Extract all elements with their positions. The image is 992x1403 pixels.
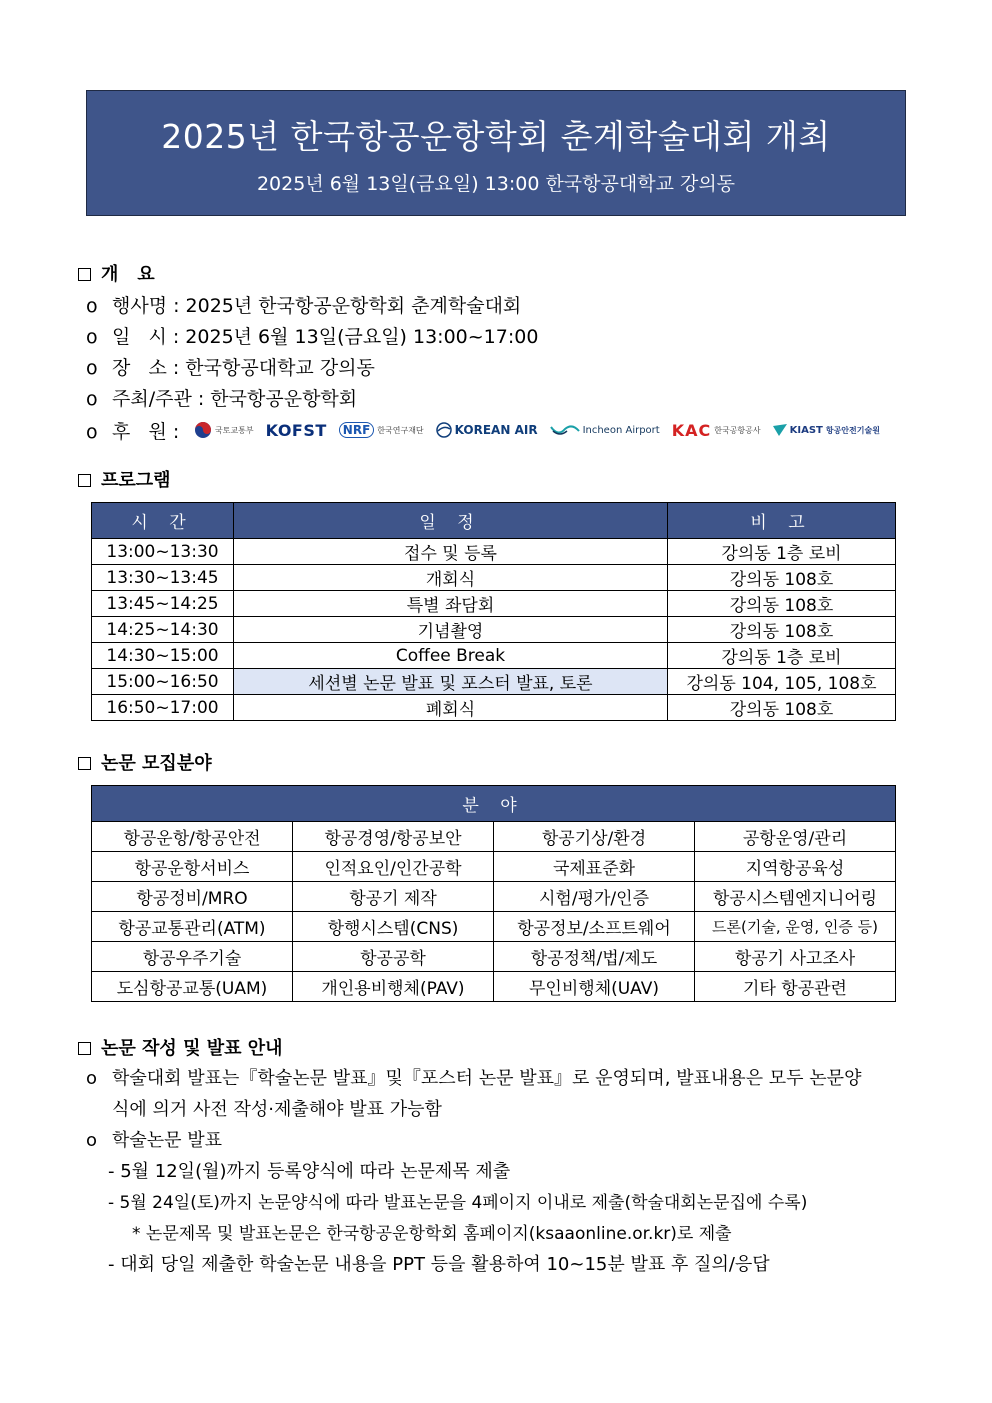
field-cell: 시험/평가/인증 bbox=[494, 882, 695, 912]
table-row bbox=[92, 882, 896, 912]
overview-item-sponsor bbox=[86, 417, 179, 444]
cell-schedule: 접수 및 등록 bbox=[234, 539, 668, 565]
cell-time: 13:00~13:30 bbox=[92, 539, 234, 565]
field-cell: 항공기 제작 bbox=[293, 882, 494, 912]
field-cell: 국제표준화 bbox=[494, 852, 695, 882]
incheon-wave-icon bbox=[550, 423, 580, 437]
kiast-logo bbox=[773, 424, 880, 436]
bullet-icon: ο bbox=[86, 421, 98, 443]
table-row bbox=[92, 912, 896, 942]
section-title: 개 요 bbox=[101, 264, 155, 285]
overview-item-place bbox=[86, 353, 375, 380]
table-row bbox=[92, 591, 896, 617]
cell-note: 강의동 108호 bbox=[668, 565, 896, 591]
kiast-mark: KIAST bbox=[789, 424, 823, 436]
nrf-mark: NRF bbox=[339, 422, 374, 438]
cell-schedule: Coffee Break bbox=[234, 643, 668, 669]
cell-time: 14:30~15:00 bbox=[92, 643, 234, 669]
page-title: 2025년 한국항공운항학회 춘계학술대회 개최 bbox=[161, 117, 831, 156]
guide-paragraph-1 bbox=[86, 1064, 861, 1090]
guide-sub-2: - 5월 24일(토)까지 논문양식에 따라 발표논문을 4페이지 이내로 제출(학술대회논문집에 수록) bbox=[108, 1193, 808, 1213]
section-title: 논문 모집분야 bbox=[101, 753, 212, 774]
table-row bbox=[92, 822, 896, 852]
kiast-wing-icon bbox=[773, 424, 787, 436]
guide-paragraph-2 bbox=[86, 1126, 222, 1152]
nrf-text: 한국연구재단 bbox=[377, 425, 424, 435]
overview-item-host bbox=[86, 384, 357, 411]
overview-text: 주최/주관 : 한국항공운항학회 bbox=[112, 388, 358, 410]
field-cell: 드론(기술, 운영, 인증 등) bbox=[695, 912, 896, 942]
kac-mark: KAC bbox=[671, 420, 712, 440]
kiast-text: 항공안전기술원 bbox=[825, 425, 880, 435]
field-cell: 항공우주기술 bbox=[92, 942, 293, 972]
guide-text: 학술논문 발표 bbox=[112, 1130, 223, 1151]
field-cell: 지역항공육성 bbox=[695, 852, 896, 882]
program-table bbox=[91, 502, 896, 721]
kofst-logo bbox=[266, 421, 327, 440]
cell-schedule: 폐회식 bbox=[234, 695, 668, 721]
table-row bbox=[92, 565, 896, 591]
checkbox-square-icon bbox=[78, 474, 91, 487]
checkbox-square-icon bbox=[78, 1042, 91, 1055]
header-schedule: 일 정 bbox=[234, 503, 668, 539]
bullet-icon: ο bbox=[86, 326, 98, 348]
field-cell: 항공공학 bbox=[293, 942, 494, 972]
cell-schedule: 개회식 bbox=[234, 565, 668, 591]
field-cell: 항공정책/법/제도 bbox=[494, 942, 695, 972]
field-cell: 인적요인/인간공학 bbox=[293, 852, 494, 882]
cell-time: 15:00~16:50 bbox=[92, 669, 234, 695]
table-row bbox=[92, 852, 896, 882]
overview-text: 장 소 : 한국항공대학교 강의동 bbox=[112, 357, 375, 379]
overview-text: 행사명 : 2025년 한국항공운항학회 춘계학술대회 bbox=[112, 295, 522, 317]
cell-time: 13:30~13:45 bbox=[92, 565, 234, 591]
overview-text: 일 시 : 2025년 6월 13일(금요일) 13:00~17:00 bbox=[112, 326, 539, 348]
guide-text: 식에 의거 사전 작성·제출해야 발표 가능함 bbox=[112, 1099, 442, 1120]
section-heading-guide bbox=[78, 1034, 283, 1060]
field-cell: 항공교통관리(ATM) bbox=[92, 912, 293, 942]
field-cell: 무인비행체(UAV) bbox=[494, 972, 695, 1002]
cell-schedule: 특별 좌담회 bbox=[234, 591, 668, 617]
fields-header-row bbox=[92, 786, 896, 822]
korean-air-symbol-icon bbox=[436, 422, 452, 438]
table-row bbox=[92, 617, 896, 643]
cell-note: 강의동 1층 로비 bbox=[668, 643, 896, 669]
page-subtitle: 2025년 6월 13일(금요일) 13:00 한국항공대학교 강의동 bbox=[256, 173, 736, 195]
field-cell: 개인용비행체(PAV) bbox=[293, 972, 494, 1002]
korean-air-logo bbox=[436, 422, 538, 438]
section-title: 논문 작성 및 발표 안내 bbox=[101, 1038, 283, 1059]
sponsor-logos bbox=[194, 417, 880, 443]
field-cell: 항공운항서비스 bbox=[92, 852, 293, 882]
cell-note: 강의동 108호 bbox=[668, 591, 896, 617]
table-row bbox=[92, 669, 896, 695]
section-heading-overview bbox=[78, 260, 155, 286]
molit-text: 국토교통부 bbox=[215, 425, 254, 435]
table-row bbox=[92, 643, 896, 669]
cell-note: 강의동 108호 bbox=[668, 695, 896, 721]
table-row bbox=[92, 942, 896, 972]
table-row bbox=[92, 695, 896, 721]
checkbox-square-icon bbox=[78, 268, 91, 281]
field-cell: 항공기상/환경 bbox=[494, 822, 695, 852]
kac-logo bbox=[672, 421, 761, 440]
incheon-airport-logo bbox=[550, 423, 660, 437]
header-note: 비 고 bbox=[668, 503, 896, 539]
section-heading-program bbox=[78, 466, 171, 492]
korean-air-text: KOREAN AIR bbox=[454, 423, 538, 437]
program-header-row bbox=[92, 503, 896, 539]
guide-note: * 논문제목 및 발표논문은 한국항공운항학회 홈페이지(ksaaonline.or.kr)로 제출 bbox=[132, 1224, 732, 1244]
molit-logo bbox=[194, 421, 254, 439]
bullet-icon: ο bbox=[86, 1068, 98, 1089]
fields-table bbox=[91, 785, 896, 1002]
guide-paragraph-1-cont bbox=[112, 1095, 442, 1121]
bullet-icon: ο bbox=[86, 295, 98, 317]
header-field: 분 야 bbox=[92, 786, 896, 822]
overview-item-date bbox=[86, 322, 538, 349]
field-cell: 항행시스템(CNS) bbox=[293, 912, 494, 942]
cell-note: 강의동 1층 로비 bbox=[668, 539, 896, 565]
section-heading-fields bbox=[78, 749, 212, 775]
taegeuk-icon bbox=[194, 421, 212, 439]
incheon-text: Incheon Airport bbox=[582, 424, 660, 436]
cell-time: 13:45~14:25 bbox=[92, 591, 234, 617]
title-banner bbox=[86, 90, 906, 216]
kac-text: 한국공항공사 bbox=[714, 425, 761, 435]
field-cell: 도심항공교통(UAM) bbox=[92, 972, 293, 1002]
section-title: 프로그램 bbox=[101, 470, 171, 491]
guide-sub-3: - 대회 당일 제출한 학술논문 내용을 PPT 등을 활용하여 10~15분 발표 후 질의/응답 bbox=[108, 1254, 770, 1275]
field-cell: 항공운항/항공안전 bbox=[92, 822, 293, 852]
field-cell: 항공정비/MRO bbox=[92, 882, 293, 912]
table-row bbox=[92, 972, 896, 1002]
field-cell: 항공정보/소프트웨어 bbox=[494, 912, 695, 942]
overview-item-name bbox=[86, 291, 521, 318]
guide-sub-1: - 5월 12일(월)까지 등록양식에 따라 논문제목 제출 bbox=[108, 1161, 511, 1182]
checkbox-square-icon bbox=[78, 757, 91, 770]
bullet-icon: ο bbox=[86, 357, 98, 379]
cell-schedule: 기념촬영 bbox=[234, 617, 668, 643]
sponsor-label: 후 원 : bbox=[112, 421, 180, 443]
nrf-logo bbox=[339, 422, 424, 438]
cell-schedule-highlighted: 세션별 논문 발표 및 포스터 발표, 토론 bbox=[234, 669, 668, 695]
header-time: 시 간 bbox=[92, 503, 234, 539]
cell-time: 16:50~17:00 bbox=[92, 695, 234, 721]
field-cell: 기타 항공관련 bbox=[695, 972, 896, 1002]
bullet-icon: ο bbox=[86, 388, 98, 410]
cell-note: 강의동 108호 bbox=[668, 617, 896, 643]
cell-time: 14:25~14:30 bbox=[92, 617, 234, 643]
kofst-text: KOFST bbox=[265, 420, 327, 440]
guide-text: 학술대회 발표는『학술논문 발표』및『포스터 논문 발표』로 운영되며, 발표내용은 모두 논문양 bbox=[112, 1068, 862, 1089]
field-cell: 항공시스템엔지니어링 bbox=[695, 882, 896, 912]
bullet-icon: ο bbox=[86, 1130, 98, 1151]
field-cell: 공항운영/관리 bbox=[695, 822, 896, 852]
table-row bbox=[92, 539, 896, 565]
field-cell: 항공경영/항공보안 bbox=[293, 822, 494, 852]
cell-note: 강의동 104, 105, 108호 bbox=[668, 669, 896, 695]
field-cell: 항공기 사고조사 bbox=[695, 942, 896, 972]
